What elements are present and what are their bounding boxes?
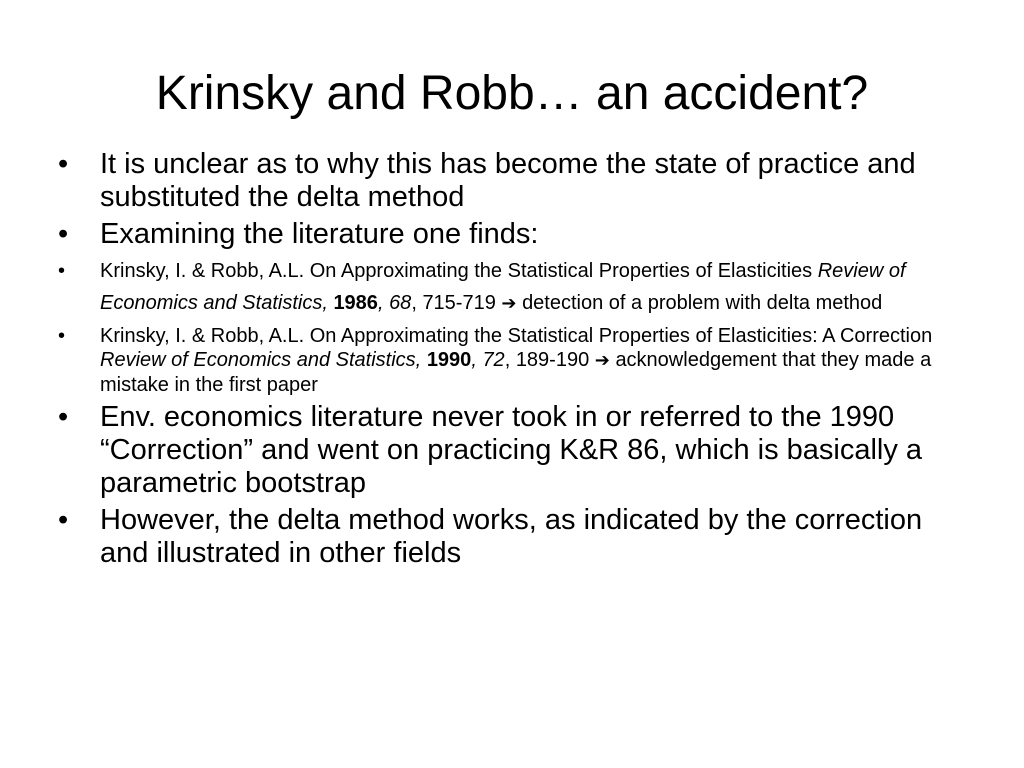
reference-volume: 68 [389,292,412,314]
reference-comma: , [504,349,511,371]
reference-year: 1990 [426,349,472,371]
reference-year: 1986 [333,292,378,314]
bullet-item [56,148,976,214]
bullet-marker: • [58,325,66,347]
reference-comma: , [471,349,477,371]
right-arrow-icon: ➔ [594,350,610,371]
reference-authors: Krinsky, I. & Robb, A.L. On Approximating the Statistical Properties of Elasticities [100,260,813,282]
reference-comma: , [411,292,417,314]
bullet-text: It is unclear as to why this has become the state of practice and substituted the delta method [100,148,916,213]
reference-note: acknowledgement that they made a mistake in the first paper [100,349,932,396]
bullet-item [56,218,976,251]
reference-journal: Review of Economics and Statistics, [100,260,906,314]
bullet-text: Examining the literature one finds: [100,218,539,250]
bullet-marker: • [58,148,69,180]
reference-authors: Krinsky, I. & Robb, A.L. On Approximating the Statistical Properties of Elasticities: A Correction [100,325,933,347]
reference-pages: 715-719 [422,292,496,314]
reference-journal: Review of Economics and Statistics, [100,349,422,371]
bullet-item [56,401,976,500]
bullet-marker: • [58,260,66,282]
reference-comma: , [377,292,384,314]
bullet-marker: • [58,401,69,433]
bullet-list [56,148,976,574]
bullet-marker: • [58,218,69,250]
right-arrow-icon: ➔ [501,293,517,314]
bullet-item [56,504,976,570]
reference-note: detection of a problem with delta method [522,292,883,314]
reference-item [56,255,976,320]
bullet-marker: • [58,504,69,536]
reference-pages: 189-190 [515,349,590,371]
reference-volume: 72 [482,349,505,371]
bullet-text: Env. economics literature never took in or referred to the 1990 “Correction” and went on practicing K&R 86, which is basically a parametric bootstrap [100,401,923,499]
reference-item [56,324,976,397]
bullet-text: However, the delta method works, as indicated by the correction and illustrated in other fields [100,504,923,569]
slide-title: Krinsky and Robb… an accident? [155,67,869,120]
